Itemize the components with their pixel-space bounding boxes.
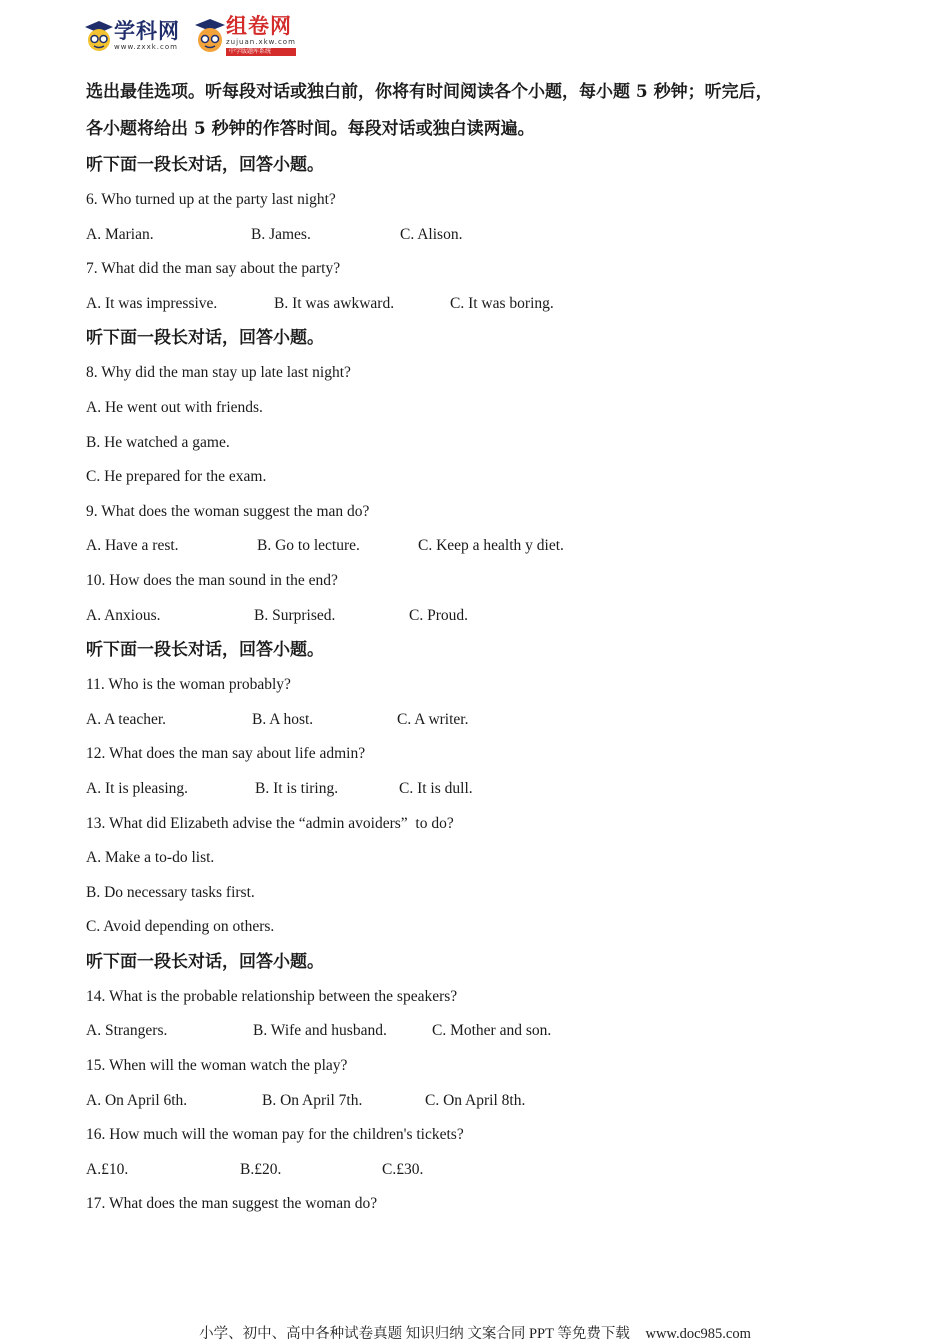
answer-option: B. Wife and husband. — [253, 1022, 387, 1040]
answer-option: B. Surprised. — [254, 606, 336, 624]
answer-option: C. Keep a health y diet. — [418, 537, 564, 555]
zxxk-logo-url: www.zxxk.com — [114, 43, 178, 51]
question-text: 14. What is the probable relationship between the speakers? — [86, 987, 458, 1005]
options-row — [86, 772, 866, 807]
zujuan-logo[interactable] — [194, 16, 296, 56]
question-text: 16. How much will the woman pay for the children's tickets? — [86, 1126, 464, 1144]
options-row — [86, 1084, 866, 1119]
instructions-line: 各小题将给出 5 秒钟的作答时间。每段对话或独白读两遍。 — [86, 119, 535, 139]
question-text: 10. How does the man sound in the end? — [86, 571, 338, 589]
answer-option: C. A writer. — [397, 710, 469, 728]
answer-option: C. Alison. — [400, 225, 463, 243]
question-text: 17. What does the man suggest the woman do? — [86, 1195, 378, 1213]
question-text: 12. What does the man say about life admin? — [86, 745, 366, 763]
answer-option: C. He prepared for the exam. — [86, 468, 267, 486]
answer-option: A. Have a rest. — [86, 537, 179, 555]
page-header — [84, 14, 310, 58]
answer-option: A. Make a to-do list. — [86, 849, 215, 867]
options-row — [86, 529, 866, 564]
zxxk-logo[interactable] — [84, 19, 180, 53]
answer-option: C. On April 8th. — [425, 1091, 526, 1109]
zujuan-logo-tag: 中学版题库系统 — [226, 48, 296, 56]
answer-option: B.£20. — [240, 1160, 282, 1178]
question-list — [86, 148, 866, 1222]
graduate-mascot-icon — [194, 18, 226, 54]
answer-option: A. It was impressive. — [86, 294, 218, 312]
scholar-mascot-icon — [84, 19, 114, 53]
question-text: 8. Why did the man stay up late last night? — [86, 364, 351, 382]
exam-content — [86, 74, 866, 1222]
question-text: 11. Who is the woman probably? — [86, 676, 291, 694]
answer-option: C.£30. — [382, 1160, 424, 1178]
answer-option: B. He watched a game. — [86, 433, 230, 451]
answer-option: B. A host. — [252, 710, 314, 728]
answer-option: B. It is tiring. — [255, 779, 339, 797]
section-heading: 听下面一段长对话，回答小题。 — [86, 155, 324, 175]
zxxk-logo-name: 学科网 — [114, 19, 180, 43]
answer-option: C. It was boring. — [450, 294, 554, 312]
answer-option: B. James. — [251, 225, 311, 243]
footer-url[interactable]: www.doc985.com — [645, 1326, 751, 1342]
options-row — [86, 287, 866, 322]
section-heading: 听下面一段长对话，回答小题。 — [86, 640, 324, 661]
question-text: 6. Who turned up at the party last night? — [86, 191, 336, 208]
answer-option: B. It was awkward. — [274, 294, 395, 312]
question-text: 7. What did the man say about the party? — [86, 260, 341, 278]
zujuan-logo-name: 组卷网 — [226, 14, 292, 38]
answer-option: A. A teacher. — [86, 710, 167, 728]
answer-option: A. He went out with friends. — [86, 398, 263, 416]
question-text: 9. What does the woman suggest the man do? — [86, 502, 370, 520]
answer-option: B. On April 7th. — [262, 1091, 363, 1109]
answer-option: A. On April 6th. — [86, 1091, 188, 1109]
instructions-line: 选出最佳选项。听每段对话或独白前，你将有时间阅读各个小题，每小题 5 秒钟；听完后， — [86, 82, 773, 102]
options-row — [86, 703, 866, 738]
section-heading: 听下面一段长对话，回答小题。 — [86, 328, 324, 349]
answer-option: A. It is pleasing. — [86, 779, 189, 797]
answer-option: C. Proud. — [409, 606, 468, 624]
answer-option: C. Avoid depending on others. — [86, 918, 275, 936]
answer-option: A. Anxious. — [86, 606, 161, 624]
options-row — [86, 1153, 866, 1188]
options-row — [86, 599, 866, 634]
options-row — [86, 1014, 866, 1049]
answer-option: C. It is dull. — [399, 779, 473, 797]
answer-option: A. Strangers. — [86, 1022, 168, 1040]
page-footer — [0, 1322, 950, 1343]
section-heading: 听下面一段长对话，回答小题。 — [86, 951, 324, 972]
answer-option: B. Do necessary tasks first. — [86, 883, 255, 901]
options-row — [86, 218, 866, 253]
answer-option: C. Mother and son. — [432, 1022, 552, 1040]
answer-option: A.£10. — [86, 1160, 129, 1178]
zujuan-logo-url: zujuan.xkw.com — [226, 38, 296, 46]
question-text: 13. What did Elizabeth advise the “admin avoiders” to do? — [86, 814, 454, 832]
footer-text: 小学、初中、高中各种试卷真题 知识归纳 文案合同 PPT 等免费下载 — [199, 1326, 630, 1342]
question-text: 15. When will the woman watch the play? — [86, 1057, 348, 1075]
answer-option: A. Marian. — [86, 225, 154, 243]
answer-option: B. Go to lecture. — [257, 537, 360, 555]
